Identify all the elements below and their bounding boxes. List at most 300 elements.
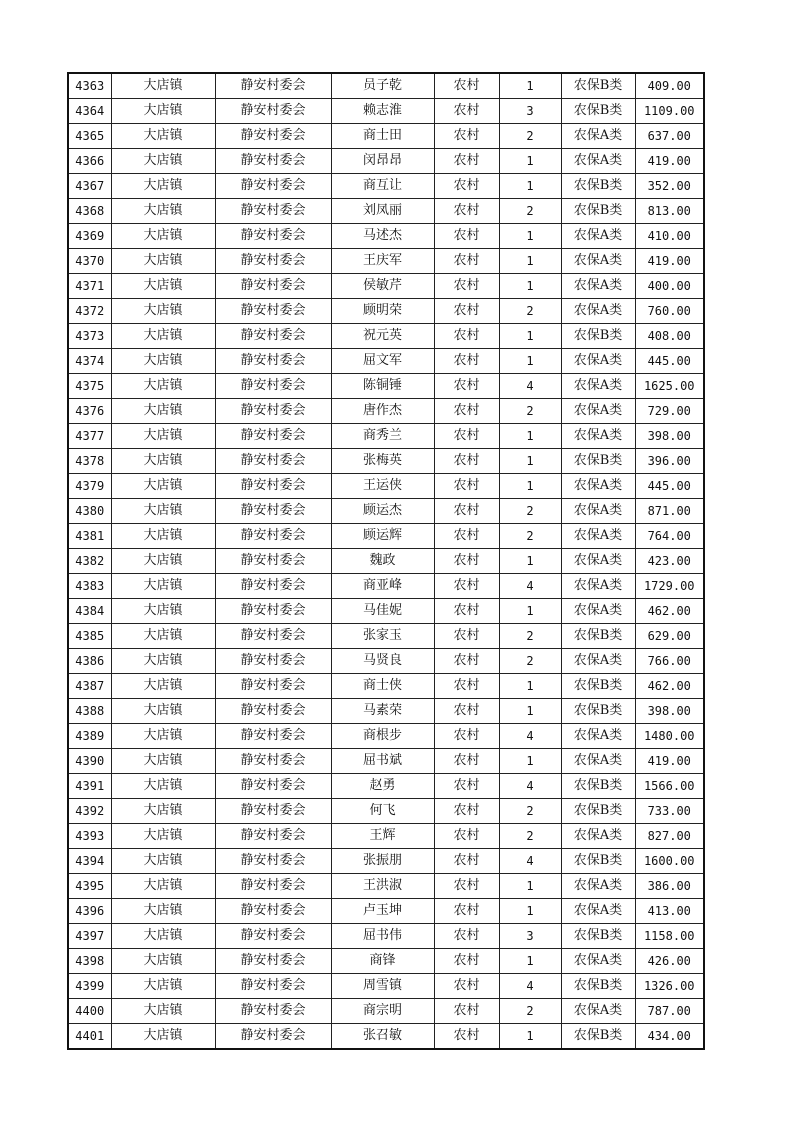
row-number-cell: 4394 bbox=[68, 849, 111, 874]
name-cell: 刘凤丽 bbox=[331, 199, 434, 224]
table-row bbox=[68, 124, 704, 149]
name-cell: 陈铜锤 bbox=[331, 374, 434, 399]
household-type-cell: 农村 bbox=[434, 874, 499, 899]
household-type-cell: 农村 bbox=[434, 124, 499, 149]
amount-cell: 462.00 bbox=[635, 674, 704, 699]
family-size-cell: 1 bbox=[499, 599, 561, 624]
table-row bbox=[68, 549, 704, 574]
table-row bbox=[68, 474, 704, 499]
insurance-category-cell: 农保A类 bbox=[561, 424, 635, 449]
row-number-cell: 4393 bbox=[68, 824, 111, 849]
name-cell: 屈书伟 bbox=[331, 924, 434, 949]
town-cell: 大店镇 bbox=[111, 174, 215, 199]
village-committee-cell: 静安村委会 bbox=[215, 749, 331, 774]
household-type-cell: 农村 bbox=[434, 774, 499, 799]
row-number-cell: 4372 bbox=[68, 299, 111, 324]
insurance-category-cell: 农保A类 bbox=[561, 349, 635, 374]
household-type-cell: 农村 bbox=[434, 374, 499, 399]
family-size-cell: 1 bbox=[499, 249, 561, 274]
family-size-cell: 3 bbox=[499, 99, 561, 124]
insurance-category-cell: 农保A类 bbox=[561, 299, 635, 324]
household-type-cell: 农村 bbox=[434, 899, 499, 924]
insurance-category-cell: 农保B类 bbox=[561, 924, 635, 949]
town-cell: 大店镇 bbox=[111, 124, 215, 149]
insurance-category-cell: 农保A类 bbox=[561, 524, 635, 549]
town-cell: 大店镇 bbox=[111, 599, 215, 624]
village-committee-cell: 静安村委会 bbox=[215, 824, 331, 849]
name-cell: 商锋 bbox=[331, 949, 434, 974]
table-row bbox=[68, 199, 704, 224]
family-size-cell: 2 bbox=[499, 399, 561, 424]
row-number-cell: 4371 bbox=[68, 274, 111, 299]
insurance-category-cell: 农保B类 bbox=[561, 699, 635, 724]
insurance-category-cell: 农保B类 bbox=[561, 449, 635, 474]
town-cell: 大店镇 bbox=[111, 349, 215, 374]
table-row bbox=[68, 699, 704, 724]
insurance-category-cell: 农保A类 bbox=[561, 474, 635, 499]
town-cell: 大店镇 bbox=[111, 574, 215, 599]
row-number-cell: 4373 bbox=[68, 324, 111, 349]
family-size-cell: 2 bbox=[499, 199, 561, 224]
name-cell: 赖志淮 bbox=[331, 99, 434, 124]
household-type-cell: 农村 bbox=[434, 574, 499, 599]
name-cell: 商亚峰 bbox=[331, 574, 434, 599]
household-type-cell: 农村 bbox=[434, 824, 499, 849]
name-cell: 顾运辉 bbox=[331, 524, 434, 549]
name-cell: 马素荣 bbox=[331, 699, 434, 724]
town-cell: 大店镇 bbox=[111, 899, 215, 924]
village-committee-cell: 静安村委会 bbox=[215, 699, 331, 724]
row-number-cell: 4369 bbox=[68, 224, 111, 249]
family-size-cell: 1 bbox=[499, 449, 561, 474]
table-row bbox=[68, 849, 704, 874]
row-number-cell: 4389 bbox=[68, 724, 111, 749]
household-type-cell: 农村 bbox=[434, 724, 499, 749]
name-cell: 商互让 bbox=[331, 174, 434, 199]
insurance-category-cell: 农保A类 bbox=[561, 599, 635, 624]
row-number-cell: 4383 bbox=[68, 574, 111, 599]
amount-cell: 408.00 bbox=[635, 324, 704, 349]
row-number-cell: 4399 bbox=[68, 974, 111, 999]
village-committee-cell: 静安村委会 bbox=[215, 299, 331, 324]
amount-cell: 1729.00 bbox=[635, 574, 704, 599]
village-committee-cell: 静安村委会 bbox=[215, 974, 331, 999]
village-committee-cell: 静安村委会 bbox=[215, 424, 331, 449]
family-size-cell: 2 bbox=[499, 649, 561, 674]
insurance-category-cell: 农保A类 bbox=[561, 224, 635, 249]
village-committee-cell: 静安村委会 bbox=[215, 199, 331, 224]
town-cell: 大店镇 bbox=[111, 874, 215, 899]
household-type-cell: 农村 bbox=[434, 1024, 499, 1050]
table-row bbox=[68, 974, 704, 999]
family-size-cell: 1 bbox=[499, 949, 561, 974]
name-cell: 祝元英 bbox=[331, 324, 434, 349]
name-cell: 闵昂昂 bbox=[331, 149, 434, 174]
village-committee-cell: 静安村委会 bbox=[215, 799, 331, 824]
village-committee-cell: 静安村委会 bbox=[215, 574, 331, 599]
row-number-cell: 4384 bbox=[68, 599, 111, 624]
amount-cell: 766.00 bbox=[635, 649, 704, 674]
household-type-cell: 农村 bbox=[434, 674, 499, 699]
household-type-cell: 农村 bbox=[434, 174, 499, 199]
family-size-cell: 2 bbox=[499, 299, 561, 324]
name-cell: 何飞 bbox=[331, 799, 434, 824]
insurance-category-cell: 农保A类 bbox=[561, 249, 635, 274]
amount-cell: 629.00 bbox=[635, 624, 704, 649]
table-row bbox=[68, 799, 704, 824]
family-size-cell: 4 bbox=[499, 849, 561, 874]
village-committee-cell: 静安村委会 bbox=[215, 924, 331, 949]
name-cell: 商士侠 bbox=[331, 674, 434, 699]
village-committee-cell: 静安村委会 bbox=[215, 399, 331, 424]
household-type-cell: 农村 bbox=[434, 449, 499, 474]
amount-cell: 729.00 bbox=[635, 399, 704, 424]
town-cell: 大店镇 bbox=[111, 624, 215, 649]
household-type-cell: 农村 bbox=[434, 199, 499, 224]
table-row bbox=[68, 599, 704, 624]
town-cell: 大店镇 bbox=[111, 424, 215, 449]
name-cell: 王运侠 bbox=[331, 474, 434, 499]
name-cell: 屈书斌 bbox=[331, 749, 434, 774]
name-cell: 张振朋 bbox=[331, 849, 434, 874]
row-number-cell: 4386 bbox=[68, 649, 111, 674]
town-cell: 大店镇 bbox=[111, 73, 215, 99]
town-cell: 大店镇 bbox=[111, 374, 215, 399]
amount-cell: 445.00 bbox=[635, 474, 704, 499]
family-size-cell: 1 bbox=[499, 674, 561, 699]
household-type-cell: 农村 bbox=[434, 749, 499, 774]
family-size-cell: 1 bbox=[499, 749, 561, 774]
family-size-cell: 4 bbox=[499, 374, 561, 399]
amount-cell: 398.00 bbox=[635, 424, 704, 449]
family-size-cell: 2 bbox=[499, 799, 561, 824]
insurance-category-cell: 农保B类 bbox=[561, 174, 635, 199]
village-committee-cell: 静安村委会 bbox=[215, 1024, 331, 1050]
household-type-cell: 农村 bbox=[434, 624, 499, 649]
household-type-cell: 农村 bbox=[434, 649, 499, 674]
amount-cell: 787.00 bbox=[635, 999, 704, 1024]
family-size-cell: 1 bbox=[499, 349, 561, 374]
village-committee-cell: 静安村委会 bbox=[215, 349, 331, 374]
household-type-cell: 农村 bbox=[434, 949, 499, 974]
town-cell: 大店镇 bbox=[111, 524, 215, 549]
town-cell: 大店镇 bbox=[111, 324, 215, 349]
village-committee-cell: 静安村委会 bbox=[215, 224, 331, 249]
insurance-category-cell: 农保A类 bbox=[561, 499, 635, 524]
insurance-category-cell: 农保A类 bbox=[561, 149, 635, 174]
insurance-category-cell: 农保B类 bbox=[561, 799, 635, 824]
town-cell: 大店镇 bbox=[111, 999, 215, 1024]
family-size-cell: 1 bbox=[499, 899, 561, 924]
table-row bbox=[68, 374, 704, 399]
amount-cell: 396.00 bbox=[635, 449, 704, 474]
family-size-cell: 1 bbox=[499, 73, 561, 99]
table-row bbox=[68, 174, 704, 199]
family-size-cell: 2 bbox=[499, 524, 561, 549]
village-committee-cell: 静安村委会 bbox=[215, 874, 331, 899]
household-type-cell: 农村 bbox=[434, 524, 499, 549]
row-number-cell: 4376 bbox=[68, 399, 111, 424]
table-row bbox=[68, 524, 704, 549]
table-row bbox=[68, 299, 704, 324]
name-cell: 张召敏 bbox=[331, 1024, 434, 1050]
family-size-cell: 1 bbox=[499, 149, 561, 174]
name-cell: 商根步 bbox=[331, 724, 434, 749]
amount-cell: 1109.00 bbox=[635, 99, 704, 124]
name-cell: 屈文军 bbox=[331, 349, 434, 374]
household-type-cell: 农村 bbox=[434, 424, 499, 449]
row-number-cell: 4395 bbox=[68, 874, 111, 899]
household-type-cell: 农村 bbox=[434, 599, 499, 624]
amount-cell: 445.00 bbox=[635, 349, 704, 374]
village-committee-cell: 静安村委会 bbox=[215, 724, 331, 749]
table-row bbox=[68, 499, 704, 524]
name-cell: 王洪淑 bbox=[331, 874, 434, 899]
town-cell: 大店镇 bbox=[111, 749, 215, 774]
household-type-cell: 农村 bbox=[434, 549, 499, 574]
row-number-cell: 4381 bbox=[68, 524, 111, 549]
village-committee-cell: 静安村委会 bbox=[215, 674, 331, 699]
town-cell: 大店镇 bbox=[111, 949, 215, 974]
row-number-cell: 4382 bbox=[68, 549, 111, 574]
insurance-category-cell: 农保B类 bbox=[561, 674, 635, 699]
name-cell: 周雪镇 bbox=[331, 974, 434, 999]
amount-cell: 1326.00 bbox=[635, 974, 704, 999]
amount-cell: 760.00 bbox=[635, 299, 704, 324]
name-cell: 王庆军 bbox=[331, 249, 434, 274]
insurance-category-cell: 农保B类 bbox=[561, 73, 635, 99]
table-row bbox=[68, 449, 704, 474]
family-size-cell: 1 bbox=[499, 1024, 561, 1050]
name-cell: 顾运杰 bbox=[331, 499, 434, 524]
family-size-cell: 2 bbox=[499, 624, 561, 649]
town-cell: 大店镇 bbox=[111, 499, 215, 524]
amount-cell: 1625.00 bbox=[635, 374, 704, 399]
insurance-category-cell: 农保A类 bbox=[561, 749, 635, 774]
amount-cell: 419.00 bbox=[635, 249, 704, 274]
insurance-category-cell: 农保A类 bbox=[561, 549, 635, 574]
table-row bbox=[68, 99, 704, 124]
town-cell: 大店镇 bbox=[111, 224, 215, 249]
insurance-category-cell: 农保A类 bbox=[561, 399, 635, 424]
household-type-cell: 农村 bbox=[434, 73, 499, 99]
insurance-category-cell: 农保B类 bbox=[561, 199, 635, 224]
family-size-cell: 1 bbox=[499, 874, 561, 899]
village-committee-cell: 静安村委会 bbox=[215, 73, 331, 99]
row-number-cell: 4398 bbox=[68, 949, 111, 974]
village-committee-cell: 静安村委会 bbox=[215, 324, 331, 349]
table-row bbox=[68, 624, 704, 649]
town-cell: 大店镇 bbox=[111, 549, 215, 574]
row-number-cell: 4400 bbox=[68, 999, 111, 1024]
insurance-category-cell: 农保B类 bbox=[561, 974, 635, 999]
town-cell: 大店镇 bbox=[111, 849, 215, 874]
row-number-cell: 4375 bbox=[68, 374, 111, 399]
amount-cell: 419.00 bbox=[635, 749, 704, 774]
household-type-cell: 农村 bbox=[434, 849, 499, 874]
name-cell: 商士田 bbox=[331, 124, 434, 149]
amount-cell: 423.00 bbox=[635, 549, 704, 574]
village-committee-cell: 静安村委会 bbox=[215, 524, 331, 549]
amount-cell: 733.00 bbox=[635, 799, 704, 824]
town-cell: 大店镇 bbox=[111, 199, 215, 224]
amount-cell: 462.00 bbox=[635, 599, 704, 624]
household-type-cell: 农村 bbox=[434, 149, 499, 174]
table-row bbox=[68, 324, 704, 349]
name-cell: 张梅英 bbox=[331, 449, 434, 474]
town-cell: 大店镇 bbox=[111, 724, 215, 749]
insurance-category-cell: 农保B类 bbox=[561, 774, 635, 799]
household-type-cell: 农村 bbox=[434, 249, 499, 274]
town-cell: 大店镇 bbox=[111, 649, 215, 674]
table-row bbox=[68, 899, 704, 924]
household-type-cell: 农村 bbox=[434, 224, 499, 249]
row-number-cell: 4388 bbox=[68, 699, 111, 724]
amount-cell: 413.00 bbox=[635, 899, 704, 924]
insurance-category-cell: 农保A类 bbox=[561, 574, 635, 599]
amount-cell: 409.00 bbox=[635, 73, 704, 99]
amount-cell: 352.00 bbox=[635, 174, 704, 199]
village-committee-cell: 静安村委会 bbox=[215, 274, 331, 299]
town-cell: 大店镇 bbox=[111, 674, 215, 699]
household-type-cell: 农村 bbox=[434, 349, 499, 374]
table-row bbox=[68, 649, 704, 674]
amount-cell: 1600.00 bbox=[635, 849, 704, 874]
insurance-category-cell: 农保A类 bbox=[561, 899, 635, 924]
town-cell: 大店镇 bbox=[111, 1024, 215, 1050]
row-number-cell: 4365 bbox=[68, 124, 111, 149]
household-type-cell: 农村 bbox=[434, 324, 499, 349]
row-number-cell: 4387 bbox=[68, 674, 111, 699]
household-type-cell: 农村 bbox=[434, 474, 499, 499]
village-committee-cell: 静安村委会 bbox=[215, 149, 331, 174]
town-cell: 大店镇 bbox=[111, 449, 215, 474]
town-cell: 大店镇 bbox=[111, 699, 215, 724]
village-committee-cell: 静安村委会 bbox=[215, 999, 331, 1024]
village-committee-cell: 静安村委会 bbox=[215, 449, 331, 474]
insurance-category-cell: 农保B类 bbox=[561, 849, 635, 874]
table-row bbox=[68, 224, 704, 249]
family-size-cell: 1 bbox=[499, 474, 561, 499]
insurance-category-cell: 农保A类 bbox=[561, 274, 635, 299]
name-cell: 卢玉坤 bbox=[331, 899, 434, 924]
name-cell: 张家玉 bbox=[331, 624, 434, 649]
table-row bbox=[68, 999, 704, 1024]
amount-cell: 410.00 bbox=[635, 224, 704, 249]
name-cell: 商宗明 bbox=[331, 999, 434, 1024]
name-cell: 顾明荣 bbox=[331, 299, 434, 324]
insurance-category-cell: 农保A类 bbox=[561, 374, 635, 399]
town-cell: 大店镇 bbox=[111, 474, 215, 499]
amount-cell: 434.00 bbox=[635, 1024, 704, 1050]
name-cell: 马述杰 bbox=[331, 224, 434, 249]
name-cell: 赵勇 bbox=[331, 774, 434, 799]
table-row bbox=[68, 674, 704, 699]
family-size-cell: 2 bbox=[499, 499, 561, 524]
row-number-cell: 4378 bbox=[68, 449, 111, 474]
village-committee-cell: 静安村委会 bbox=[215, 649, 331, 674]
table-row bbox=[68, 949, 704, 974]
table-row bbox=[68, 1024, 704, 1050]
family-size-cell: 4 bbox=[499, 974, 561, 999]
village-committee-cell: 静安村委会 bbox=[215, 99, 331, 124]
name-cell: 侯敏芹 bbox=[331, 274, 434, 299]
insurance-category-cell: 农保A类 bbox=[561, 724, 635, 749]
family-size-cell: 1 bbox=[499, 424, 561, 449]
table-row bbox=[68, 73, 704, 99]
row-number-cell: 4401 bbox=[68, 1024, 111, 1050]
family-size-cell: 3 bbox=[499, 924, 561, 949]
amount-cell: 419.00 bbox=[635, 149, 704, 174]
town-cell: 大店镇 bbox=[111, 249, 215, 274]
household-type-cell: 农村 bbox=[434, 974, 499, 999]
name-cell: 王辉 bbox=[331, 824, 434, 849]
household-type-cell: 农村 bbox=[434, 699, 499, 724]
town-cell: 大店镇 bbox=[111, 149, 215, 174]
town-cell: 大店镇 bbox=[111, 774, 215, 799]
name-cell: 员子乾 bbox=[331, 73, 434, 99]
name-cell: 马佳妮 bbox=[331, 599, 434, 624]
table-row bbox=[68, 274, 704, 299]
town-cell: 大店镇 bbox=[111, 274, 215, 299]
insurance-category-cell: 农保A类 bbox=[561, 649, 635, 674]
row-number-cell: 4363 bbox=[68, 73, 111, 99]
amount-cell: 400.00 bbox=[635, 274, 704, 299]
town-cell: 大店镇 bbox=[111, 924, 215, 949]
town-cell: 大店镇 bbox=[111, 799, 215, 824]
village-committee-cell: 静安村委会 bbox=[215, 549, 331, 574]
family-size-cell: 2 bbox=[499, 124, 561, 149]
family-size-cell: 1 bbox=[499, 174, 561, 199]
table-row bbox=[68, 924, 704, 949]
name-cell: 马贤良 bbox=[331, 649, 434, 674]
village-committee-cell: 静安村委会 bbox=[215, 949, 331, 974]
row-number-cell: 4367 bbox=[68, 174, 111, 199]
table-row bbox=[68, 874, 704, 899]
village-committee-cell: 静安村委会 bbox=[215, 249, 331, 274]
row-number-cell: 4379 bbox=[68, 474, 111, 499]
amount-cell: 1158.00 bbox=[635, 924, 704, 949]
table-row bbox=[68, 149, 704, 174]
household-type-cell: 农村 bbox=[434, 924, 499, 949]
household-type-cell: 农村 bbox=[434, 499, 499, 524]
row-number-cell: 4396 bbox=[68, 899, 111, 924]
insurance-category-cell: 农保B类 bbox=[561, 99, 635, 124]
town-cell: 大店镇 bbox=[111, 99, 215, 124]
amount-cell: 764.00 bbox=[635, 524, 704, 549]
table-row bbox=[68, 749, 704, 774]
row-number-cell: 4392 bbox=[68, 799, 111, 824]
family-size-cell: 1 bbox=[499, 224, 561, 249]
family-size-cell: 1 bbox=[499, 549, 561, 574]
household-type-cell: 农村 bbox=[434, 799, 499, 824]
amount-cell: 827.00 bbox=[635, 824, 704, 849]
table-row bbox=[68, 824, 704, 849]
family-size-cell: 1 bbox=[499, 274, 561, 299]
amount-cell: 813.00 bbox=[635, 199, 704, 224]
row-number-cell: 4380 bbox=[68, 499, 111, 524]
town-cell: 大店镇 bbox=[111, 399, 215, 424]
amount-cell: 398.00 bbox=[635, 699, 704, 724]
village-committee-cell: 静安村委会 bbox=[215, 499, 331, 524]
household-type-cell: 农村 bbox=[434, 999, 499, 1024]
town-cell: 大店镇 bbox=[111, 974, 215, 999]
household-type-cell: 农村 bbox=[434, 274, 499, 299]
row-number-cell: 4377 bbox=[68, 424, 111, 449]
family-size-cell: 2 bbox=[499, 824, 561, 849]
table-row bbox=[68, 424, 704, 449]
row-number-cell: 4391 bbox=[68, 774, 111, 799]
